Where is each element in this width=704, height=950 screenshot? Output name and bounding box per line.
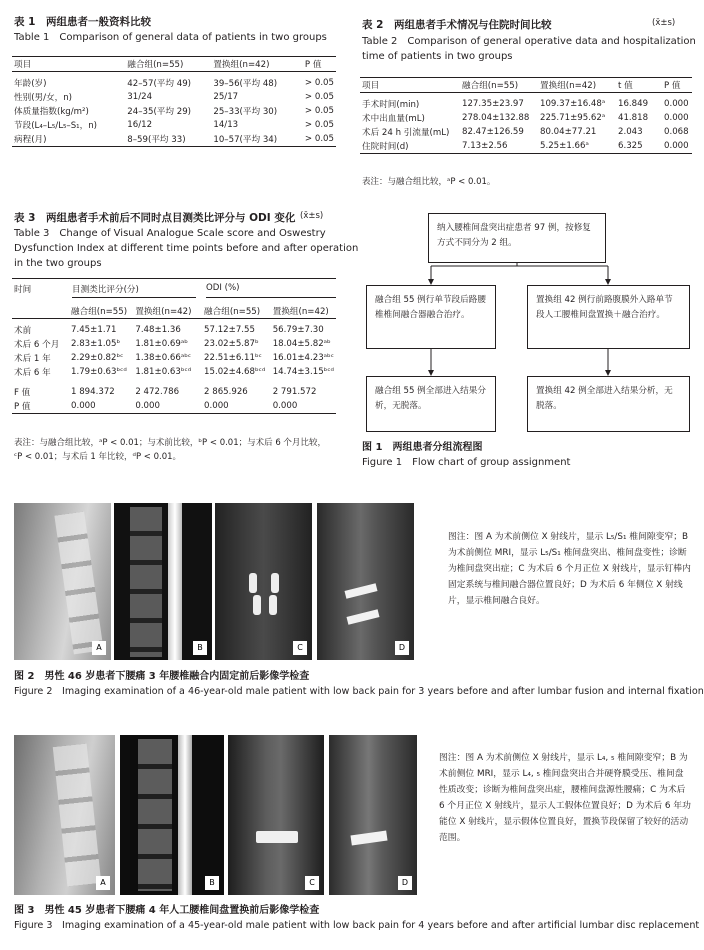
figure2-note: 图注：图 A 为术前侧位 X 射线片，显示 L₅/S₁ 椎间隙变窄；B 为术前侧位 MRI，显示 L₅/S₁ 椎间盘突出、椎间盘变性；诊断为椎间盘突出症；C 为术后 6 个月正位 X 射线片，显示钉棒内固定系统与椎间融合器位置良好；D 为术后 6 年侧位 X 射线片，显示椎间融合良好。: [448, 532, 691, 606]
table3: [12, 304, 336, 414]
cell: 14.74±3.15ᵇᶜᵈ: [272, 367, 334, 377]
col-header: 融合组(n=55): [204, 307, 261, 317]
panel-label: D: [398, 876, 412, 890]
panel-label: B: [193, 641, 207, 655]
flow-box-enrollment: 纳入腰椎间盘突出症患者 97 例，按修复方式不同分为 2 组。: [428, 213, 606, 263]
col-header: 融合组(n=55): [71, 307, 128, 317]
cell: 225.71±95.62ᵃ: [540, 113, 606, 123]
cell: 术后 1 年: [14, 354, 51, 364]
cell: 18.04±5.82ᵃᵇ: [272, 339, 331, 349]
figure2-panel-b-mri: [114, 503, 212, 660]
table2-sd-label: (x̄±s): [652, 18, 676, 28]
panel-label: A: [96, 876, 110, 890]
col-header: P 值: [664, 81, 681, 91]
cell: 16.01±4.23ᵃᵇᶜ: [272, 353, 334, 363]
col-header: 融合组(n=55): [127, 60, 184, 70]
cell: P 值: [14, 402, 31, 412]
cell: 0.000: [272, 401, 298, 411]
cell: 1.81±0.69ᵃᵇ: [135, 339, 188, 349]
cell: 10–57(平均 34): [213, 135, 278, 145]
cell: 2.29±0.82ᵇᶜ: [71, 353, 124, 363]
flow-arrows: [360, 260, 700, 380]
flow-box-replacement-group: 置换组 42 例行前路腹膜外入路单节段人工腰椎间盘置换＋融合治疗。: [527, 285, 690, 349]
cell: 24–35(平均 29): [127, 107, 192, 117]
cell: 0.068: [664, 127, 689, 137]
table3-title-en-3: in the two groups: [14, 258, 102, 269]
cell: 术中出血量(mL): [362, 114, 425, 124]
table-row: [12, 351, 336, 365]
table-row: [12, 90, 336, 104]
cell: > 0.05: [304, 106, 334, 116]
col-group-vas: 目测类比评分(分): [72, 285, 139, 295]
cell: 2 865.926: [204, 387, 248, 397]
cell: 年龄(岁): [14, 79, 47, 89]
figure3-panel-b-mri: [120, 735, 224, 895]
table3-title-en-2: Dysfunction Index at different time points before and after operation: [14, 243, 359, 254]
figure3-caption-cn: 图 3 男性 45 岁患者下腰痛 4 年人工腰椎间盘置换前后影像学检查: [14, 905, 320, 916]
cell: 278.04±132.88: [462, 113, 530, 123]
table-row: [12, 76, 336, 90]
table1: [12, 56, 336, 147]
flow-box-fusion-group: 融合组 55 例行单节段后路腰椎椎间融合器融合治疗。: [366, 285, 496, 349]
cell: 术后 24 h 引流量(mL): [362, 128, 450, 138]
figure3-caption-en: Figure 3 Imaging examination of a 45-year-old male patient with low back pain for 4 years before and after artificial lumbar disc replacement: [14, 920, 700, 931]
col-header-time: 时间: [14, 285, 32, 295]
table-header-row: [12, 57, 336, 72]
cell: 16/12: [127, 120, 153, 130]
figure3-panel-d-xray: [329, 735, 417, 895]
figure3-note: 图注：图 A 为术前侧位 X 射线片，显示 L₄, ₅ 椎间隙变窄；B 为术前侧位 MRI，显示 L₄, ₅ 椎间盘突出合并硬脊膜受压、椎间盘性质改变；诊断为椎间盘突出症，腰椎间盘源性腰痛；C 为术后 6 个月正位 X 射线片，显示人工假体位置良好；D 为术后 6 年功能位 X 射线片，显示假体位置良好，置换节段保留了较好的活动范围。: [439, 753, 691, 843]
table-row: [12, 365, 336, 379]
table2: [360, 77, 692, 154]
table-row: [12, 323, 336, 337]
table-row: [12, 337, 336, 351]
cell: 42–57(平均 49): [127, 79, 192, 89]
figure2-panel-d-xray: [317, 503, 414, 660]
table-row: [360, 125, 692, 139]
table-row: [360, 111, 692, 125]
cell: 15.02±4.68ᵇᶜᵈ: [204, 367, 266, 377]
figure2-caption-en: Figure 2 Imaging examination of a 46-year-old male patient with low back pain for 3 years before and after lumbar fusion and internal fixation: [14, 686, 704, 697]
cell: 7.13±2.56: [462, 141, 508, 151]
cell: 0.000: [135, 401, 160, 411]
cell: 127.35±23.97: [462, 99, 524, 109]
cell: 56.79±7.30: [272, 325, 324, 335]
table3-sd-label: (x̄±s): [300, 211, 324, 221]
panel-label: B: [205, 876, 219, 890]
cell: 22.51±6.11ᵇᶜ: [204, 353, 262, 363]
table-row: [12, 132, 336, 147]
figure2-panel-c-xray: [215, 503, 312, 660]
table3-title-cn: 表 3 两组患者手术前后不同时点目测类比评分与 ODI 变化: [14, 212, 296, 224]
table2-title-cn: 表 2 两组患者手术情况与住院时间比较: [362, 19, 552, 31]
cell: 39–56(平均 48): [213, 79, 278, 89]
cell: > 0.05: [304, 120, 334, 130]
cell: 术后 6 年: [14, 368, 51, 378]
table1-title-en: Table 1 Comparison of general data of patients in two groups: [14, 32, 327, 43]
cell: 25–33(平均 30): [213, 107, 278, 117]
cell: 2.043: [618, 127, 643, 137]
col-header: P 值: [304, 60, 322, 70]
figure1-caption-en: Figure 1 Flow chart of group assignment: [362, 457, 571, 468]
table3-title-en-1: Table 3 Change of Visual Analogue Scale score and Oswestry: [14, 228, 326, 239]
cell: 术后 6 个月: [14, 340, 60, 350]
cell: > 0.05: [304, 78, 334, 88]
table3-note-2: ᶜP < 0.01；与术后 1 年比较，ᵈP < 0.01。: [14, 452, 182, 462]
col-group-odi: ODI (%): [206, 283, 240, 293]
cell: 7.48±1.36: [135, 325, 181, 335]
col-header: 项目: [14, 60, 32, 70]
cell: 23.02±5.87ᵇ: [204, 339, 259, 349]
cell: 31/24: [127, 92, 153, 102]
cell: 25/17: [213, 92, 239, 102]
col-header: 置换组(n=42): [213, 60, 270, 70]
cell: 1 894.372: [71, 387, 115, 397]
cell: 1.81±0.63ᵇᶜᵈ: [135, 367, 192, 377]
cell: 2 472.786: [135, 387, 180, 397]
panel-label: C: [293, 641, 307, 655]
cell: 0.000: [664, 141, 689, 151]
cell: 病程(月): [14, 135, 47, 145]
table-row: [360, 97, 692, 111]
col-header: t 值: [618, 81, 633, 91]
figure2-caption-cn: 图 2 男性 46 岁患者下腰痛 3 年腰椎融合内固定前后影像学检查: [14, 671, 310, 682]
panel-label: D: [395, 641, 409, 655]
cell: 1.79±0.63ᵇᶜᵈ: [71, 367, 127, 377]
cell: 2 791.572: [272, 387, 317, 397]
table2-title-en-2: time of patients in two groups: [362, 51, 513, 62]
cell: 术前: [14, 326, 32, 336]
cell: 5.25±1.66ᵃ: [540, 141, 589, 151]
figure3-panel-a-xray: [14, 735, 115, 895]
table3-note-1: 表注：与融合组比较，ᵃP < 0.01；与术前比较，ᵇP < 0.01；与术后 6 个月比较，: [14, 438, 326, 448]
table-row: [12, 385, 336, 399]
cell: 80.04±77.21: [540, 127, 597, 137]
cell: 6.325: [618, 141, 643, 151]
cell: > 0.05: [304, 92, 334, 102]
cell: F 值: [14, 388, 31, 398]
col-header: 置换组(n=42): [540, 81, 597, 91]
panel-label: C: [305, 876, 319, 890]
cell: 82.47±126.59: [462, 127, 524, 137]
cell: 8–59(平均 33): [127, 135, 186, 145]
col-header: 置换组(n=42): [272, 307, 329, 317]
table-subheader-row: [12, 304, 336, 319]
cell: 0.000: [664, 113, 689, 123]
cell: 性别(男/女，n): [14, 93, 73, 103]
cell: 0.000: [71, 401, 96, 411]
table-header-row: [360, 78, 692, 93]
cell: 手术时间(min): [362, 100, 420, 110]
table-row: [12, 118, 336, 132]
table2-note: 表注：与融合组比较，ᵃP < 0.01。: [362, 177, 496, 187]
cell: 41.818: [618, 113, 649, 123]
col-header: 置换组(n=42): [135, 307, 192, 317]
table1-title-cn: 表 1 两组患者一般资料比较: [14, 16, 151, 28]
figure1-caption-cn: 图 1 两组患者分组流程图: [362, 442, 483, 453]
figure3-panel-c-xray: [228, 735, 324, 895]
table-row: [12, 399, 336, 414]
cell: 0.000: [204, 401, 229, 411]
table-row: [360, 139, 692, 154]
cell: 7.45±1.71: [71, 325, 117, 335]
col-header: 融合组(n=55): [462, 81, 519, 91]
cell: 1.38±0.66ᵃᵇᶜ: [135, 353, 192, 363]
cell: 节段(L₄–L₅/L₅–S₁，n): [14, 121, 98, 131]
cell: 0.000: [664, 99, 689, 109]
cell: 住院时间(d): [362, 142, 409, 152]
col-header: 项目: [362, 81, 380, 91]
panel-label: A: [92, 641, 106, 655]
cell: 2.83±1.05ᵇ: [71, 339, 121, 349]
cell: 57.12±7.55: [204, 325, 255, 335]
cell: 109.37±16.48ᵃ: [540, 99, 606, 109]
cell: 16.849: [618, 99, 649, 109]
cell: 14/13: [213, 120, 239, 130]
flow-box-replacement-analysis: 置换组 42 例全部进入结果分析，无脱落。: [527, 376, 690, 432]
flow-box-fusion-analysis: 融合组 55 例全部进入结果分析，无脱落。: [366, 376, 496, 432]
table-row: [12, 104, 336, 118]
cell: 体质量指数(kg/m²): [14, 107, 89, 117]
cell: > 0.05: [304, 134, 334, 144]
table2-title-en-1: Table 2 Comparison of general operative data and hospitalization: [362, 36, 696, 47]
figure2-panel-a-xray: [14, 503, 111, 660]
